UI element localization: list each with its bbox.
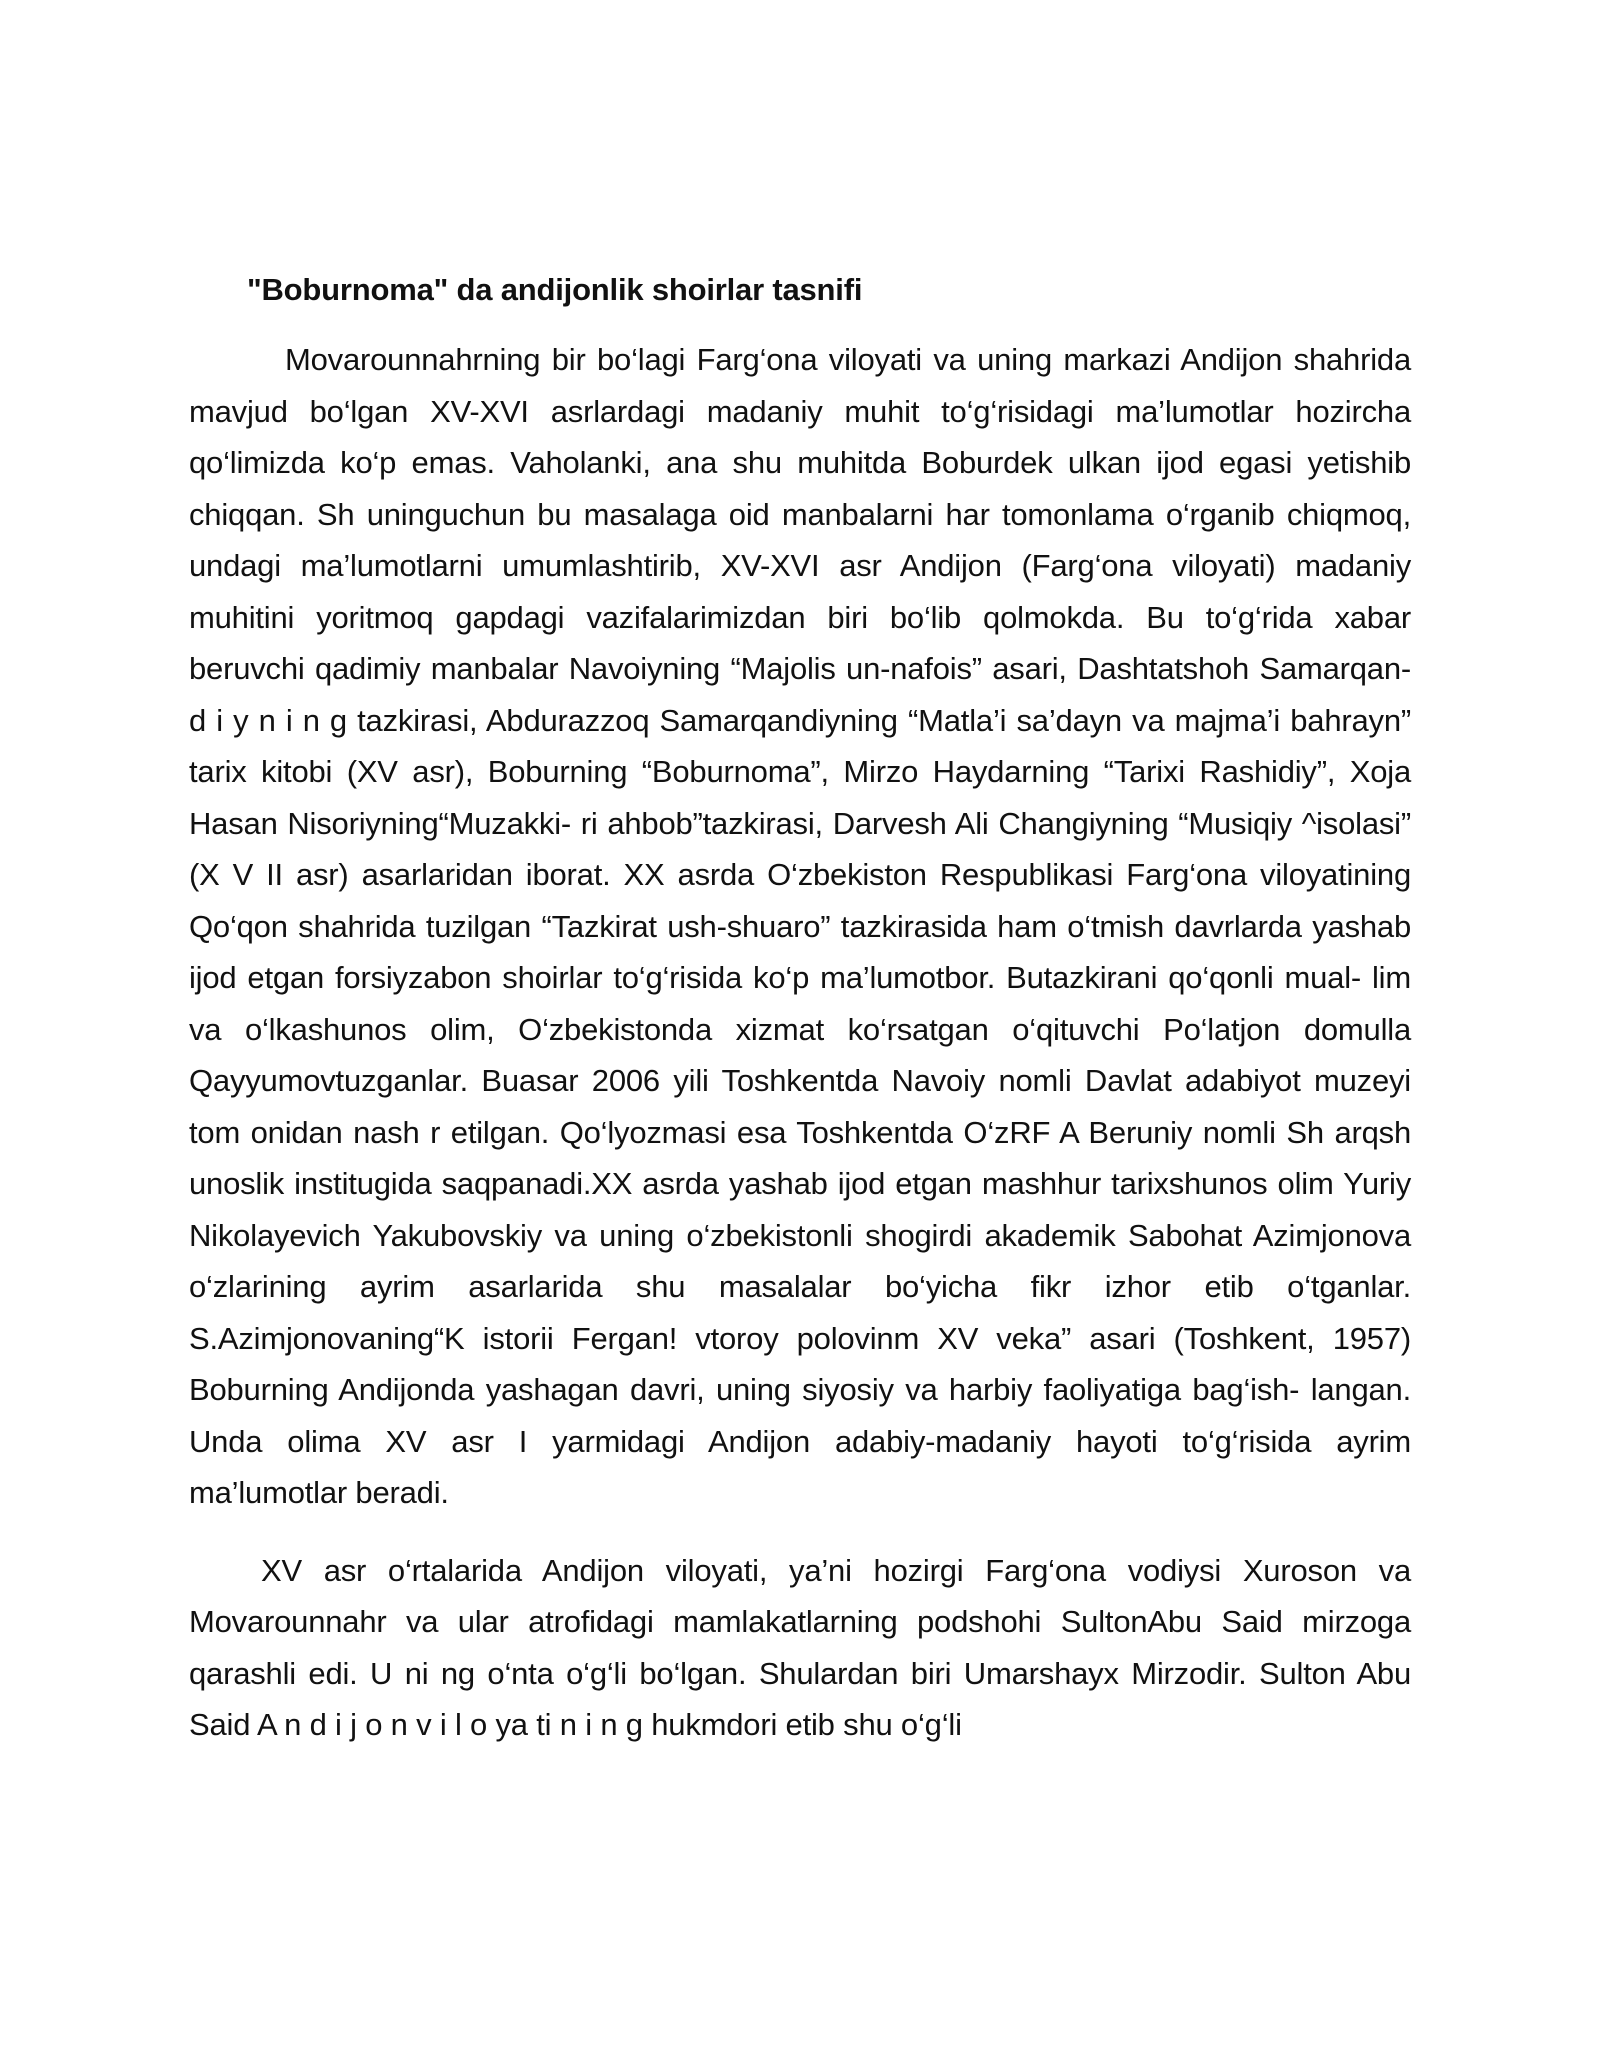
- document-title: "Boburnoma" da andijonlik shoirlar tasnifi: [247, 272, 863, 307]
- paragraph-2: XV asr o‘rtalarida Andijon viloyati, ya’ni hozirgi Farg‘ona vodiysi Xuroson va Movarounnahr va ular atrofidagi mamlakatlarning podshohi SultonAbu Said mirzoga qarashli edi. U ni ng o‘nta o‘g‘li bo‘lgan. Shulardan biri Umarshayx Mirzodir. Sulton Abu Said A n d i j o n v i l o ya ti n i n g hukmdori etib shu o‘g‘li: [189, 1552, 1411, 1742]
- document-body: [189, 268, 1411, 1751]
- paragraph-1: Movarounnahrning bir bo‘lagi Farg‘ona viloyati va uning markazi Andijon shahrida mavjud bo‘lgan XV-XVI asrlardagi madaniy muhit to‘g‘risidagi ma’lumotlar hozircha qo‘limizda ko‘p emas. Vaholanki, ana shu muhitda Boburdek ulkan ijod egasi yetishib chiqqan. Sh uninguchun bu masalaga oid manbalarni har tomonlama o‘rganib chiqmoq, undagi ma’lumotlarni umumlashtirib, XV-XVI asr Andijon (Farg‘ona viloyati) madaniy muhitini yoritmoq gapdagi vazifalarimizdan biri bo‘lib qolmokda. Bu to‘g‘rida xabar beruvchi qadimiy manbalar Navoiyning “Majolis un-nafois” asari, Dashtatshoh Samarqan- d i y n i n g tazkirasi, Abdurazzoq Samarqandiyning “Matla’i sa’dayn va majma’i bahrayn” tarix kitobi (XV asr), Boburning “Boburnoma”, Mirzo Haydarning “Tarixi Rashidiy”, Xoja Hasan Nisoriyning“Muzakki- ri ahbob”tazkirasi, Darvesh Ali Changiyning “Musiqiy ^isolasi” (X V II asr) asarlaridan iborat. XX asrda O‘zbekiston Respublikasi Farg‘ona viloyatining Qo‘qon shahrida tuzilgan “Tazkirat ush-shuaro” tazkirasida ham o‘tmish davrlarda yashab ijod etgan forsiyzabon shoirlar to‘g‘risida ko‘p ma’lumotbor. Butazkirani qo‘qonli mual- lim va o‘lkashunos olim, O‘zbekistonda xizmat ko‘rsatgan o‘qituvchi Po‘latjon domulla Qayyumovtuzganlar. Buasar 2006 yili Toshkentda Navoiy nomli Davlat adabiyot muzeyi tom onidan nash r etilgan. Qo‘lyozmasi esa Toshkentda O‘zRF A Beruniy nomli Sh arqsh unoslik institugida saqpanadi.XX asrda yashab ijod etgan mashhur tarixshunos olim Yuriy Nikolayevich Yakubovskiy va uning o‘zbekistonli shogirdi akademik Sabohat Azimjonova o‘zlarining ayrim asarlarida shu masalalar bo‘yicha fikr izhor etib o‘tganlar. S.Azimjonovaning“K istorii Fergan! vtoroy polovinm XV veka” asari (Toshkent, 1957) Boburning Andijonda yashagan davri, uning siyosiy va harbiy faoliyatiga bag‘ish- langan. Unda olima XV asr I yarmidagi Andijon adabiy-madaniy hayoti to‘g‘risida ayrim ma’lumotlar beradi.: [189, 342, 1411, 1510]
